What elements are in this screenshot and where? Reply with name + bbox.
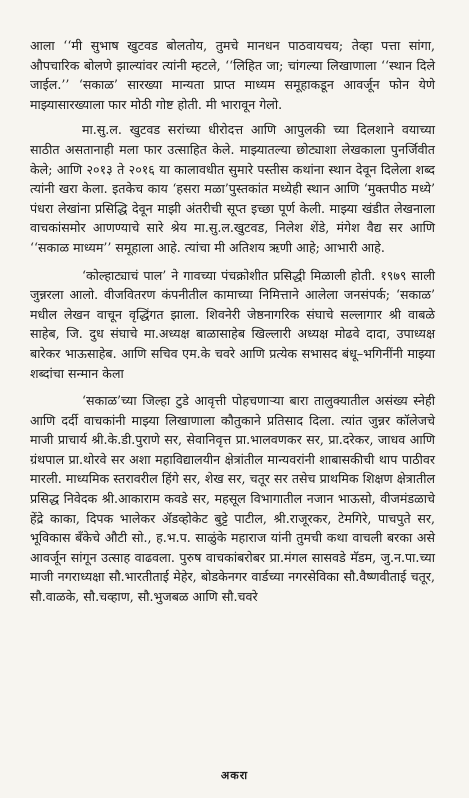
paragraph-2: मा.सु.ल. खुटवड सरांच्या धीरोदत्त आणि आपुलकी च्या दिलशाने वयाच्या साठीत असतानाही मला फार उत्साहित केले. माझ्यातल्या छोट्याशा लेखकाला पुनर्जिवीत केले; आणि २०१३ ते २०१६ या कालावधीत सुमारे पस्तीस कथांना स्थान देवून दिलेला शब्द त्यांनी खरा केला. इतकेच काय ‘हसरा मळा’पुस्तकांत मध्येही स्थान आणि ‘मुक्तपीठ मध्ये’ पंधरा लेखांना प्रसिद्धि देवून माझी अंतरीची सूप्त इच्छा पूर्ण केली. माझ्या खंडीत लेखनाला वाचकांसमोर आणण्याचे सारे श्रेय मा.सु.ल.खुटवड, निलेश शेंडे, मंगेश वैद्य सर आणि ‘‘सकाळ माध्यम’’ समूहाला आहे. त्यांचा मी अतिशय ऋणी आहे; आभारी आहे. [30,122,435,255]
paragraph-gap [30,258,435,266]
paragraph-3: ‘कोल्हाट्याचं पाल’ ने गावच्या पंचक्रोशीत प्रसिद्धी मिळाली होती. १९७९ साली जुन्नरला आलो. वीजवितरण कंपनीतील कामाच्या निमित्ताने आलेला जनसंपर्क; ‘सकाळ’ मधील लेखन वाचून वृद्धिंगत झाला. शिवनेरी जेष्ठनागरिक संघाचे सल्लागार श्री वाबळे साहेब, जि. दुध संघाचे मा.अध्यक्ष बाळासाहेब खिल्लारी अध्यक्ष मोढवे दादा, उपाध्यक्ष बारेकर भाऊसाहेब. आणि सचिव एम.के चवरे आणि प्रत्येक सभासद बंधू–भगिनींनी माझ्या शब्दांचा सन्मान केला [30,267,435,381]
paragraph-gap [30,383,435,391]
page-number: अकरा [220,769,249,782]
paragraph-1: आला ‘‘मी सुभाष खुटवड बोलतोय, तुमचे मानधन पाठवायचय; तेव्हा पत्ता सांगा, औपचारिक बोलणे झाल्यांवर त्यांनी म्हटले, ‘‘लिहित जा; चांगल्या लिखाणाला ‘‘स्थान दिले जाईल.’’ ‘सकाळ’ सारख्या मान्यता प्राप्त माध्यम समूहाकडून आवर्जून फोन येणे माझ्यासारख्याला फार मोठी गोष्ट होती. मी भारावून गेलो. [30,38,435,112]
paragraph-4: ‘सकाळ’च्या जिल्हा टुडे आवृत्ती पोहचणाऱ्या बारा तालुक्यातील असंख्य स्नेही आणि दर्दी वाचकांनी माझ्या लिखाणाला कौतुकाने प्रतिसाद दिला. त्यांत जुन्नर कॉलेजचे माजी प्राचार्य श्री.के.डी.पुराणे सर, सेवानिवृत्त प्रा.भालवणकर सर, प्रा.दरेकर, जाधव आणि ग्रंथपाल प्रा.थोरवे सर अशा महाविद्यालयीन क्षेत्रांतील मान्यवरांनी शाबासकीची थाप पाठीवर मारली. माध्यमिक स्तरावरील हिंगे सर, शेख सर, चतूर सर तसेच प्राथमिक शिक्षण क्षेत्रातील प्रसिद्ध निवेदक श्री.आकाराम कवडे सर, महसूल विभागातील नजान भाऊसो, वीजमंडळाचे हेंद्रे काका, दिपक भालेकर ॲडव्होकेट बुट्टे पाटील, श्री.राजूरकर, टेमगिरे, पाचपुते सर, भूविकास बँकेचे औटी सो., ह.भ.प. साळुंके महाराज यांनी तुमची कथा वाचली बरका असे आवर्जून सांगून उत्साह वाढवला. पुरुष वाचकांबरोबर प्रा.मंगल सासवडे मॅडम, जु.न.पा.च्या माजी नगराध्यक्षा सौ.भारतीताई मेहेर, बोडकेनगर वार्डच्या नगरसेविका सौ.वैष्णवीताई चतूर, सौ.वाळके, सौ.चव्हाण, सौ.भुजबळ आणि सौ.चवरे [30,393,435,605]
